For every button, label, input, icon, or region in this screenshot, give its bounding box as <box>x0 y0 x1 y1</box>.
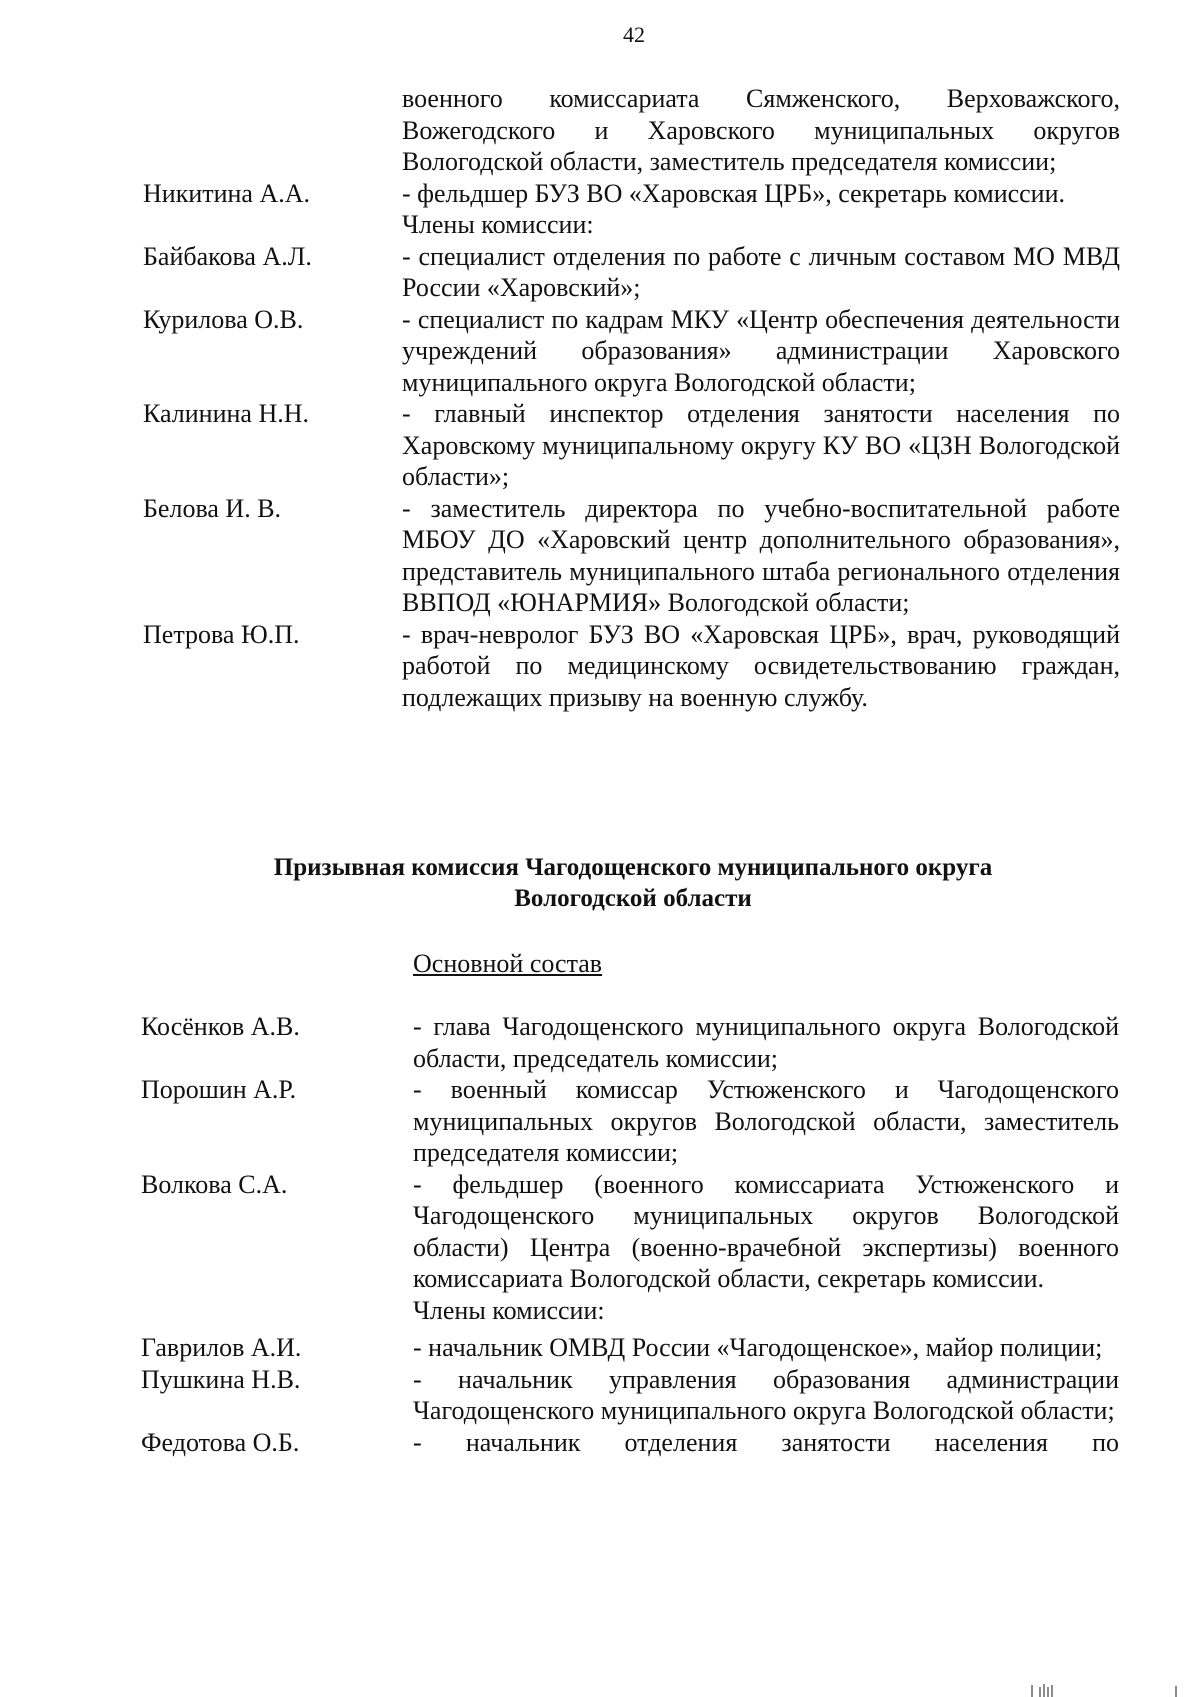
member-row <box>0 619 1200 714</box>
member-role: - специалист отделения по работе с личным составом МО МВД России «Харовский»; <box>402 241 1120 302</box>
commission-title-line: Вологодской области <box>514 885 752 912</box>
member-role: - специалист по кадрам МКУ «Центр обеспечения деятельности учреждений образования» администрации Харовского муниципального округа Вологодской области; <box>402 304 1120 397</box>
member-role: - военный комиссар Устюженского и Чагодощенского муниципальных округов Вологодской области, заместитель председателя комиссии; <box>413 1075 1119 1167</box>
member-name: Пушкина Н.В. <box>141 1364 301 1394</box>
member-role: - главный инспектор отделения занятости населения по Харовскому муниципальному округу КУ ВО «ЦЗН Вологодской области»; <box>402 399 1120 491</box>
member-name: Калинина Н.Н. <box>143 399 309 428</box>
member-name: Никитина А.А. <box>143 178 311 208</box>
member-role: - начальник отделения занятости населения по <box>413 1427 1119 1457</box>
member-row <box>0 1074 1200 1169</box>
member-row <box>0 304 1200 399</box>
member-role: - фельдшер (военного комиссариата Устюженского и Чагодощенского муниципальных округов Вологодской области) Центра (военно-врачебной экспертизы) военного комиссариата Вологодской области, секретарь комиссии. <box>413 1169 1119 1293</box>
member-row <box>0 241 1200 304</box>
member-row <box>0 1011 1200 1074</box>
member-role: - глава Чагодощенского муниципального округа Вологодской области, председатель комиссии; <box>413 1012 1119 1073</box>
page-number: 42 <box>623 22 645 47</box>
member-name: Гаврилов А.И. <box>141 1333 302 1362</box>
commission-title <box>160 852 1106 914</box>
member-name: Белова И. В. <box>143 493 282 523</box>
member-row <box>0 1169 1200 1295</box>
member-role: - начальник ОМВД России «Чагодощенское», майор полиции; <box>413 1333 1103 1362</box>
member-role: - заместитель директора по учебно-воспитательной работе МБОУ ДО «Харовский центр дополнительного образования», представитель муниципального штаба регионального отделения ВВПОД «ЮНАРМИЯ» Вологодской области; <box>402 493 1120 617</box>
member-role: - врач-невролог БУЗ ВО «Харовская ЦРБ», врач, руководящий работой по медицинскому освидетельствованию граждан, подлежащих призыву на военную службу. <box>402 619 1120 712</box>
member-name: Петрова Ю.П. <box>143 619 300 649</box>
composition-subtitle: Основной состав <box>413 949 603 978</box>
member-name: Волкова С.А. <box>141 1169 288 1199</box>
commission-section-chagodoshchensky <box>0 1011 1200 1458</box>
member-role: - начальник управления образования администрации Чагодощенского муниципального округа Вологодской области; <box>413 1364 1119 1425</box>
commission-title-line: Призывная комиссия Чагодощенского муниципального округа <box>273 854 993 881</box>
member-name: Косёнков А.В. <box>141 1012 300 1041</box>
members-label: Члены комиссии: <box>413 1295 605 1325</box>
scan-artifact <box>1030 1681 1190 1697</box>
member-name: Байбакова А.Л. <box>143 241 312 271</box>
member-name: Порошин А.Р. <box>141 1075 297 1104</box>
commission-section-kharovsky <box>0 83 1200 713</box>
member-role-continuation: военного комиссариата Сямженского, Верховажского, Вожегодского и Харовского муниципальных округов Вологодской области, заместитель председателя комиссии; <box>402 84 1120 176</box>
member-row <box>0 493 1200 619</box>
member-name: Курилова О.В. <box>143 304 304 334</box>
member-role: - фельдшер БУЗ ВО «Харовская ЦРБ», секретарь комиссии. <box>402 178 1066 208</box>
members-label: Члены комиссии: <box>402 210 594 239</box>
member-row <box>0 178 1200 210</box>
member-row <box>0 1364 1200 1427</box>
member-name: Федотова О.Б. <box>141 1427 300 1457</box>
member-row <box>0 398 1200 493</box>
member-row <box>0 1332 1200 1364</box>
member-row <box>0 1427 1200 1459</box>
